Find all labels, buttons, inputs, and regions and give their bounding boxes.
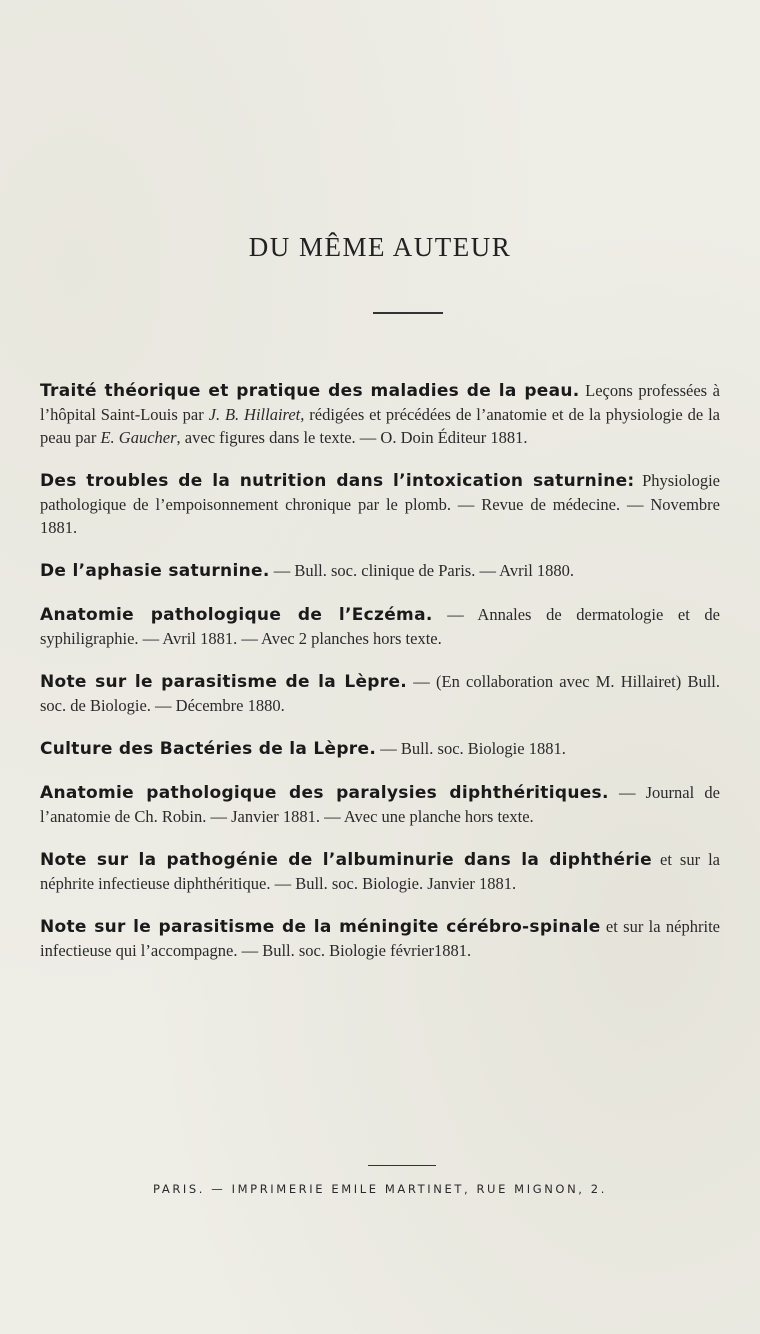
bibliography-entry <box>40 848 720 895</box>
entry-body: , rédigées et précédées de l’anatomie et de la physiologie de la peau par <box>40 404 720 447</box>
entry-body: — Bull. soc. clinique de Paris. — Avril 1880. <box>269 560 575 580</box>
top-divider <box>373 312 443 314</box>
entry-title: Note sur la pathogénie de l’albuminurie dans la diphthérie <box>40 849 652 870</box>
bibliography-list <box>40 362 720 982</box>
entry-title: Note sur le parasitisme de la méningite cérébro-spinale <box>40 916 601 937</box>
entry-title: Anatomie pathologique de l’Eczéma. <box>40 604 433 625</box>
bibliography-entry <box>40 670 720 717</box>
entry-body: , avec figures dans le texte. — O. Doin Éditeur 1881. <box>176 427 528 447</box>
bibliography-entry <box>40 781 720 828</box>
entry-body: — Bull. soc. Biologie 1881. <box>376 738 566 758</box>
entry-title: Anatomie pathologique des paralysies diphthéritiques. <box>40 782 609 803</box>
bibliography-entry <box>40 915 720 962</box>
entry-title: Des troubles de la nutrition dans l’intoxication saturnine: <box>40 470 635 491</box>
entry-title: Note sur le parasitisme de la Lèpre. <box>40 671 408 692</box>
bibliography-entry <box>40 379 720 449</box>
entry-author: E. Gaucher <box>100 427 177 447</box>
bibliography-entry <box>40 469 720 539</box>
bottom-divider <box>368 1165 436 1166</box>
entry-title: Culture des Bactéries de la Lèpre. <box>40 738 377 759</box>
printer-imprint: PARIS. — IMPRIMERIE EMILE MARTINET, RUE MIGNON, 2. <box>153 1182 607 1196</box>
bibliography-entry <box>40 603 720 650</box>
entry-body: et sur la néphrite infectieuse qui l’accompagne. — Bull. soc. Biologie février1881. <box>40 916 720 960</box>
entry-body: — (En collaboration avec M. Hillairet) Bull. soc. de Biologie. — Décembre 1880. <box>40 671 720 715</box>
entry-body: Leçons professées à l’hôpital Saint-Louis par <box>40 380 720 424</box>
entry-title: Traité théorique et pratique des maladies de la peau. <box>40 380 580 401</box>
entry-body: — Journal de l’anatomie de Ch. Robin. — Janvier 1881. — Avec une planche hors texte. <box>40 782 720 826</box>
entry-body: et sur la néphrite infectieuse diphthéritique. — Bull. soc. Biologie. Janvier 1881. <box>40 849 720 893</box>
entry-title: De l’aphasie saturnine. <box>40 560 270 581</box>
entry-body: — Annales de dermatologie et de syphiligraphie. — Avril 1881. — Avec 2 planches hors texte. <box>40 604 720 648</box>
page-title: DU MÊME AUTEUR <box>248 232 512 262</box>
bibliography-entry <box>40 559 720 583</box>
entry-body: Physiologie pathologique de l’empoisonnement chronique par le plomb. — Revue de médecine. — Novembre 1881. <box>40 470 720 537</box>
entry-author: J. B. Hillairet <box>208 404 301 424</box>
bibliography-entry <box>40 737 720 761</box>
